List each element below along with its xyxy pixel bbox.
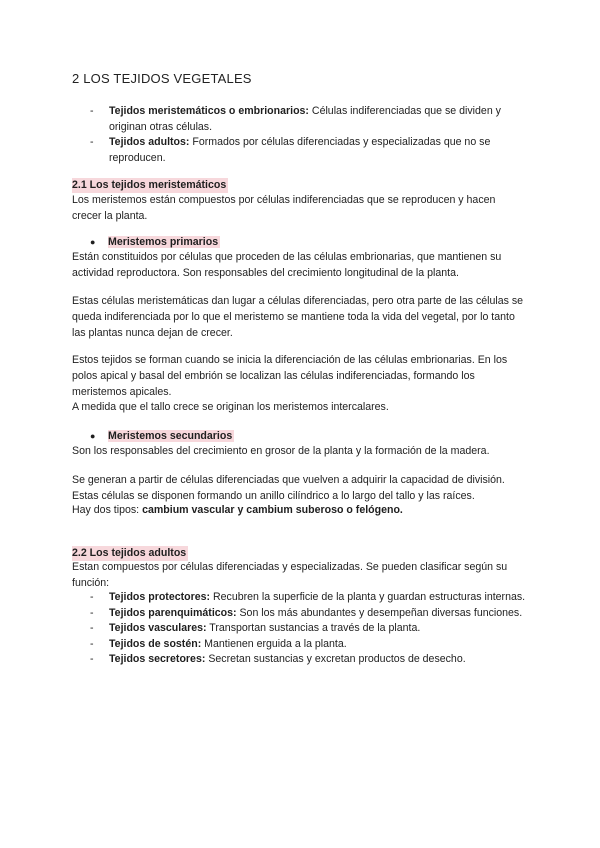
paragraph: Están constituidos por células que proceden de las células embrionarias, que mantienen su actividad reproductora. Son responsables del crecimiento longitudinal de la planta. <box>72 251 502 279</box>
list-item: - Tejidos vasculares: Transportan sustancias a través de la planta. <box>90 622 421 634</box>
paragraph: Se generan a partir de células diferenciadas que vuelven a adquirir la capacidad de división. Estas células se disponen formando un anillo cilíndrico a lo largo del tallo y las raíces. <box>72 474 505 502</box>
subheading-secundarios: ● Meristemos secundarios <box>90 430 233 442</box>
list-item: - Tejidos parenquimáticos: Son los más abundantes y desempeñan diversas funciones. <box>90 606 523 619</box>
paragraph: Son los responsables del crecimiento en grosor de la planta y la formación de la madera. <box>72 445 490 457</box>
list-item: - Tejidos meristemáticos o embrionarios: Células indiferenciadas que se dividen y originan otras células. <box>90 105 501 133</box>
adult-tissues-list <box>90 590 545 668</box>
intro-list <box>90 104 540 166</box>
list-item: - Tejidos de sostén: Mantienen erguida a la planta. <box>90 637 347 650</box>
paragraph: Los meristemos están compuestos por células indiferenciadas que se reproducen y hacen crecer la planta. <box>72 194 496 222</box>
paragraph: A medida que el tallo crece se originan los meristemos intercalares. <box>72 401 389 413</box>
paragraph: Estan compuestos por células diferenciadas y especializadas. Se pueden clasificar según su función: <box>72 561 508 589</box>
section-heading-meristematicos: 2.1 Los tejidos meristemáticos <box>72 179 227 191</box>
page-title: 2 LOS TEJIDOS VEGETALES <box>72 71 252 86</box>
paragraph: Estas células meristemáticas dan lugar a células diferenciadas, pero otra parte de las células se queda indiferenciada por lo que el meristemo se mantiene toda la vida del vegetal, por lo tanto las plantas nunca dejan de crecer. <box>72 295 524 339</box>
list-item: - Tejidos secretores: Secretan sustancias y excretan productos de desecho. <box>90 653 466 665</box>
list-item: - Tejidos protectores: Recubren la superficie de la planta y guardan estructuras internas. <box>90 591 526 603</box>
list-item: - Tejidos adultos: Formados por células diferenciadas y especializadas que no se reproducen. <box>90 136 491 164</box>
section-heading-adultos: 2.2 Los tejidos adultos <box>72 547 187 559</box>
paragraph: Hay dos tipos: cambium vascular y cambium suberoso o felógeno. <box>72 504 403 516</box>
subheading-primarios: ● Meristemos primarios <box>90 236 219 248</box>
paragraph: Estos tejidos se forman cuando se inicia la diferenciación de las células embrionarias. En los polos apical y basal del embrión se localizan las células indiferenciadas, formando los meristemos apicales. <box>72 354 508 398</box>
